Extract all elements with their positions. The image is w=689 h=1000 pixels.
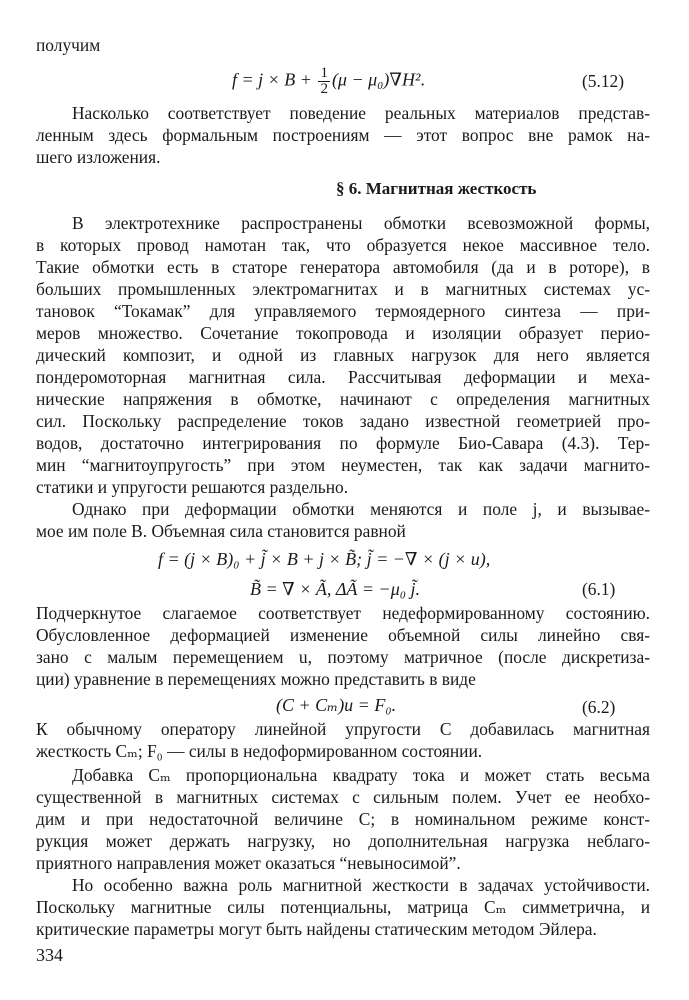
section-heading: § 6. Магнитная жесткость	[336, 179, 537, 198]
para2-line: статики и упругости решаются раздельно.	[36, 477, 349, 497]
para2-line: пондеромоторная магнитная сила. Рассчитывая деформации и меха-	[36, 367, 650, 387]
para1-line: ленным здесь формальным построениям — этот вопрос вне рамок на-	[36, 125, 650, 145]
para7-line: Поскольку магнитные силы потенциальны, матрица Cₘ симметрична, и	[36, 897, 650, 917]
fraction-denominator: 2	[320, 81, 328, 97]
para6-line: приятного направления может оказаться “невыносимой”.	[36, 853, 461, 873]
para2-line: больших промышленных электромагнитах и в магнитных системах ус-	[36, 279, 650, 299]
para4-line: Подчеркнутое слагаемое соответствует недеформированному состоянию.	[36, 603, 650, 623]
para2-line: В электротехнике распространены обмотки всевозможной формы,	[72, 213, 650, 233]
eq-5-12-fraction	[318, 66, 330, 97]
para2-line: мин “магнитоупругость” при этом неуместен, так как задачи магнито-	[36, 455, 650, 475]
equation-6-2: (C + Cₘ)u = F₀.	[276, 695, 397, 715]
equation-6-1-line1: f = (j × B)₀ + j̃ × B + j × B̃; j̃ = −∇ × (j × u),	[158, 549, 491, 569]
para4-line: зано с малым перемещением u, поэтому матричное (после дискретиза-	[36, 647, 650, 667]
equation-5-12	[232, 66, 425, 97]
eq-5-12-rhs: (μ − μ₀)∇H²	[331, 69, 421, 90]
para2-line: Такие обмотки есть в статоре генератора автомобиля (да и в роторе), в	[36, 257, 650, 277]
para7-line: Но особенно важна роль магнитной жесткости в задачах устойчивости.	[72, 875, 650, 895]
para2-line: сил. Поскольку распределение токов задано известной геометрией про-	[36, 411, 650, 431]
para5-line: К обычному оператору линейной упругости C добавилась магнитная	[36, 719, 650, 739]
para4-line: Обусловленное деформацией изменение объемной силы линейно свя-	[36, 625, 650, 645]
page-number: 334	[36, 945, 63, 965]
para6-line: существенной в магнитных системах с сильным полем. Учет ее необхо-	[36, 787, 650, 807]
para7-line: критические параметры могут быть найдены статическим методом Эйлера.	[36, 919, 597, 939]
para5-line: жесткость Cₘ; F₀ — силы в недоформированном состоянии.	[36, 741, 483, 761]
para2-line: дический композит, и одной из главных нагрузок для него является	[36, 345, 650, 365]
para1-line: Насколько соответствует поведение реальных материалов представ-	[72, 103, 650, 123]
fraction-numerator: 1	[320, 65, 328, 81]
intro-word: получим	[36, 35, 101, 55]
para6-line: рукция может держать нагрузку, но дополнительная нагрузка неблаго-	[36, 831, 650, 851]
para2-line: нические напряжения в обмотке, начинают с определения магнитных	[36, 389, 650, 409]
eq-5-12-end: .	[420, 69, 425, 90]
eq-5-12-lhs: f = j × B +	[232, 69, 317, 90]
para4-line: ции) уравнение в перемещениях можно представить в виде	[36, 669, 476, 689]
para2-line: в которых провод намотан так, что образуется некое массивное тело.	[36, 235, 650, 255]
para6-line: дим и при недостаточной величине C; в номинальном режиме конст-	[36, 809, 650, 829]
para1-line: шего изложения.	[36, 147, 161, 167]
para6-line: Добавка Cₘ пропорциональна квадрату тока и может стать весьма	[72, 765, 650, 785]
para2-line: водов, достаточно интегрирования по формуле Био-Савара (4.3). Тер-	[36, 433, 650, 453]
equation-6-1-line2: B̃ = ∇ × Ã, ΔÃ = −μ₀ j̃.	[250, 579, 420, 599]
para3-line: Однако при деформации обмотки меняются и поле j, и вызывае-	[72, 499, 650, 519]
equation-number-6-1: (6.1)	[582, 579, 616, 599]
equation-number-6-2: (6.2)	[582, 697, 616, 717]
para2-line: тановок “Токамак” для управляемого термоядерного синтеза — при-	[36, 301, 650, 321]
para2-line: меров множество. Сочетание токопровода и изоляции образует перио-	[36, 323, 650, 343]
equation-number-5-12: (5.12)	[582, 71, 625, 91]
para3-line: мое им поле B. Объемная сила становится равной	[36, 521, 406, 541]
